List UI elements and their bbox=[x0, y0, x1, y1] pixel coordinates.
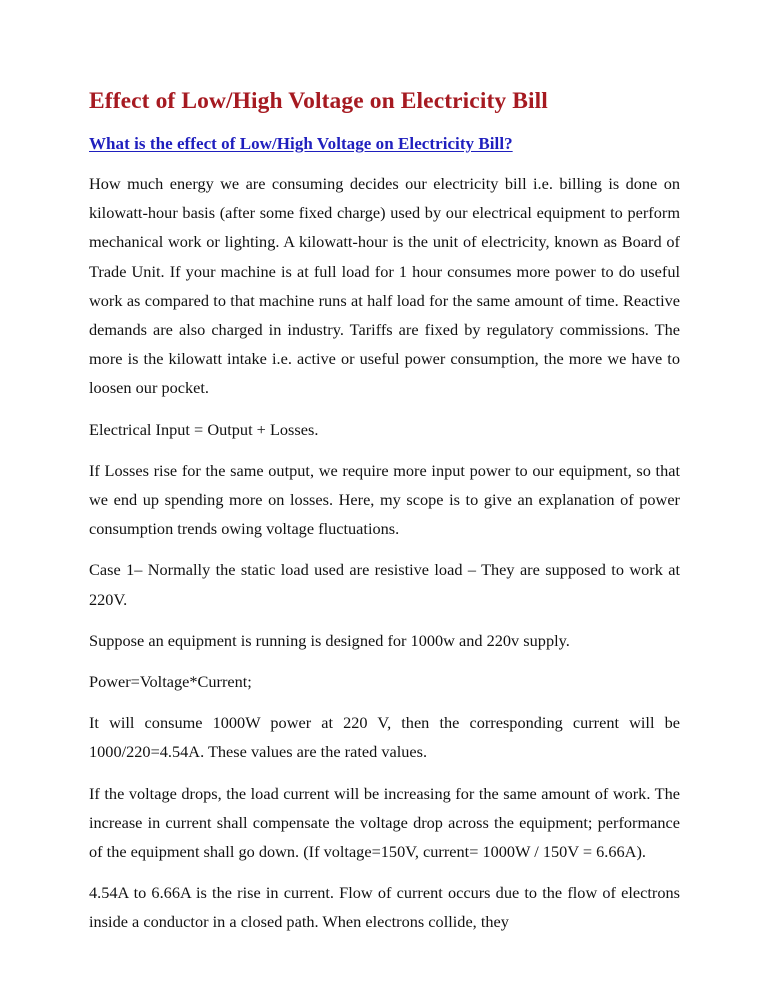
subtitle-link[interactable]: What is the effect of Low/High Voltage on Electricity Bill? bbox=[89, 134, 513, 153]
paragraph: It will consume 1000W power at 220 V, then the corresponding current will be 1000/220=4.54A. These values are the rated values. bbox=[89, 713, 680, 762]
document-content bbox=[89, 86, 680, 937]
paragraph: If the voltage drops, the load current will be increasing for the same amount of work. The increase in current shall compensate the voltage drop across the equipment; performance of the equipment shall go down. (If voltage=150V, current= 1000W / 150V = 6.66A). bbox=[89, 783, 680, 862]
page-title: Effect of Low/High Voltage on Electricity Bill bbox=[89, 88, 548, 114]
subtitle-container bbox=[89, 133, 680, 155]
paragraph: Suppose an equipment is running is designed for 1000w and 220v supply. bbox=[89, 630, 570, 650]
paragraph: Case 1– Normally the static load used are resistive load – They are supposed to work at 220V. bbox=[89, 560, 680, 609]
paragraph: If Losses rise for the same output, we require more input power to our equipment, so that we end up spending more on losses. Here, my scope is to give an explanation of power consumption trends owing voltage fluctuations. bbox=[89, 460, 680, 539]
paragraph: How much energy we are consuming decides our electricity bill i.e. billing is done on kilowatt-hour basis (after some fixed charge) used by our electrical equipment to perform mechanical work or lighting. A kilowatt-hour is the unit of electricity, known as Board of Trade Unit. If your machine is at full load for 1 hour consumes more power to do useful work as compared to that machine runs at half load for the same amount of time. Reactive demands are also charged in industry. Tariffs are fixed by regulatory commissions. The more is the kilowatt intake i.e. active or useful power consumption, the more we have to loosen our pocket. bbox=[89, 174, 680, 398]
paragraph: 4.54A to 6.66A is the rise in current. Flow of current occurs due to the flow of electrons inside a conductor in a closed path. When electrons collide, they bbox=[89, 883, 680, 932]
body-copy bbox=[89, 169, 680, 937]
paragraph: Power=Voltage*Current; bbox=[89, 672, 252, 692]
paragraph: Electrical Input = Output + Losses. bbox=[89, 419, 319, 439]
